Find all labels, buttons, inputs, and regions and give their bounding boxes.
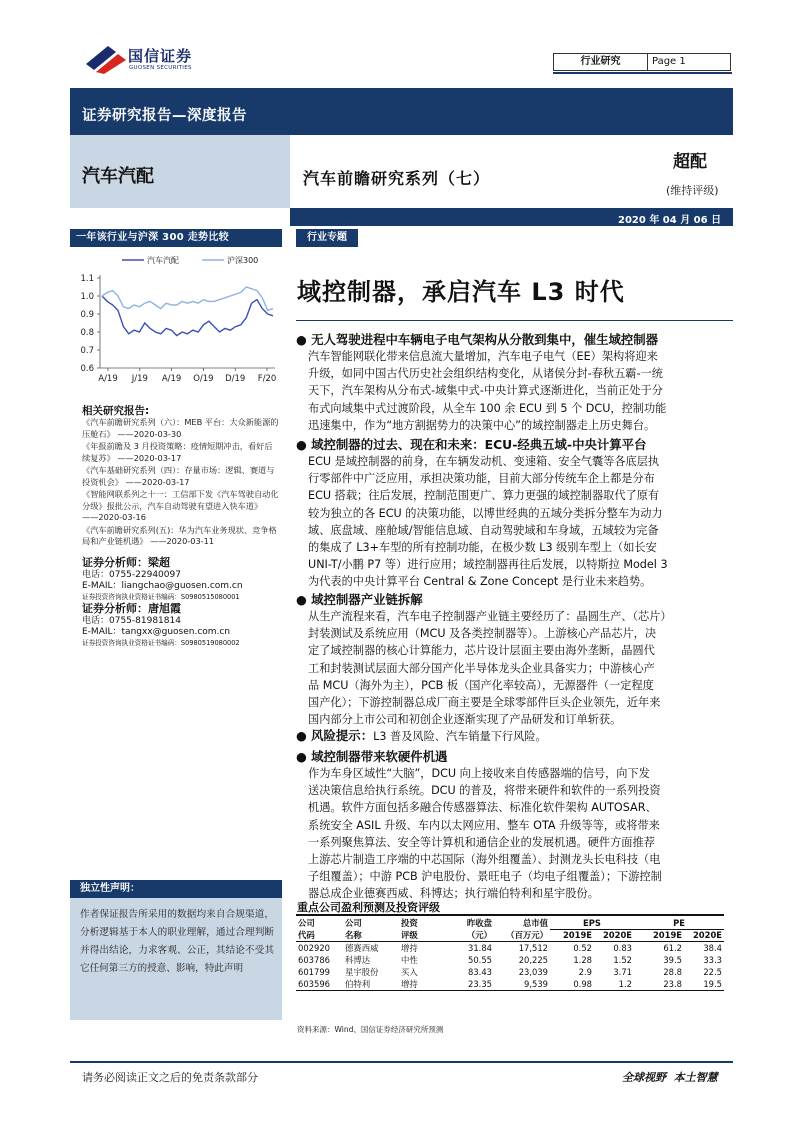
para-line: 从生产流程来看，汽车电子控制器产业链主要经历了：晶圆生产、（芯片） xyxy=(308,610,672,623)
related-title: 相关研究报告: xyxy=(82,405,150,417)
section-risk xyxy=(296,728,736,745)
analyst-name: 证券分析师：唐旭霞 xyxy=(82,602,181,615)
cell-rating: 增持 xyxy=(401,943,418,953)
cell-pe20: 22.5 xyxy=(703,967,722,977)
banner-title: 证券研究报告—深度报告 xyxy=(82,108,247,124)
cell-rating: 增持 xyxy=(401,979,418,989)
related-item[interactable]: 《汽车基础研究系列（四）：存量市场：逻辑、赛道与投资机会》 ——2020-03-17 xyxy=(82,465,275,487)
section-1 xyxy=(296,332,736,434)
logo-name: 国信证券 xyxy=(128,47,193,65)
cell-close: 31.84 xyxy=(468,943,492,953)
cell-eps19: 2.9 xyxy=(578,967,592,977)
th-rating: 投资 xyxy=(401,918,418,928)
page-box xyxy=(647,53,731,71)
series-line-industry xyxy=(102,296,273,336)
risk-text: L3 普及风险、汽车销量下行风险。 xyxy=(373,730,547,743)
y-tick-label: 1.1 xyxy=(80,274,94,284)
para-line: 品 MCU（海外为主），PCB 板（国产化率较高），无源器件（一定程度 xyxy=(308,678,654,692)
th-pe: PE xyxy=(634,917,724,929)
th-cell: 2020E xyxy=(692,930,722,941)
logo xyxy=(86,44,226,76)
bullet-icon: ● xyxy=(296,728,312,743)
th-cell: （百万元） xyxy=(506,930,548,940)
th-cell: （元） xyxy=(466,930,492,940)
para-line: 为代表的中央计算平台 Central & Zone Concept 是行业未来趋势。 xyxy=(308,575,652,589)
cell-pe19: 23.8 xyxy=(663,979,682,989)
trend-chart-svg xyxy=(70,250,282,390)
table-header-row xyxy=(296,929,724,942)
th-close: 昨收盘 xyxy=(466,918,492,928)
footer-rule xyxy=(70,1061,733,1063)
th-cell: 2019E xyxy=(652,930,682,941)
cell-name: 科博达 xyxy=(345,955,371,965)
page-label: Page xyxy=(652,56,677,67)
cell-code: 603786 xyxy=(298,955,330,965)
para-line: 送决策信息给执行系统。DCU 的普及，将带来硬件和软件的一系列投资 xyxy=(308,784,661,798)
para-line: 天下，汽车架构从分布式-域集中式-中央计算式逐渐进化，当前正处于分 xyxy=(308,384,663,398)
para-line: 较为独立的各 ECU 的决策功能，以博世经典的五域分类拆分整车为动力 xyxy=(308,506,663,520)
cell-close: 50.55 xyxy=(468,955,492,965)
bullet-icon: ● xyxy=(296,332,312,347)
bullet-icon: ● xyxy=(296,437,312,452)
para-line: 的集成了 L3+车型的所有控制功能，在极少数 L3 级别车型上（如长安 xyxy=(308,541,657,555)
bullet-icon: ● xyxy=(296,592,312,607)
y-tick-label: 1.0 xyxy=(80,292,94,302)
logo-subtitle: GUOSEN SECURITIES xyxy=(129,65,192,71)
x-tick-label: D/19 xyxy=(225,374,246,384)
legend-label: 沪深300 xyxy=(227,256,259,265)
topic-tag: 行业专题 xyxy=(296,229,358,247)
headline: 域控制器，承启汽车 L3 时代 xyxy=(297,278,625,306)
y-tick-label: 0.6 xyxy=(80,364,94,374)
cell-mktcap: 9,539 xyxy=(524,979,548,989)
y-tick-label: 0.8 xyxy=(80,328,94,338)
table-row xyxy=(296,954,724,966)
trend-chart xyxy=(70,250,282,390)
cell-pe19: 28.8 xyxy=(663,967,682,977)
analyst-tel: 电话：0755-22940097 xyxy=(82,570,181,580)
table-source: 资料来源：Wind、国信证券经济研究所预测 xyxy=(297,1025,444,1034)
table-title: 重点公司盈利预测及投资评级 xyxy=(297,901,440,914)
cell-pe20: 19.5 xyxy=(703,979,722,989)
table-row xyxy=(296,942,724,955)
section-3 xyxy=(296,592,736,728)
bullet-icon: ● xyxy=(296,749,312,764)
cell-mktcap: 23,039 xyxy=(518,967,548,977)
series-line-hs300 xyxy=(102,287,273,310)
cell-mktcap: 20,225 xyxy=(518,955,548,965)
th-company-code: 公司 xyxy=(298,918,315,928)
cell-eps20: 3.71 xyxy=(613,967,632,977)
para-line: 定了域控制器的核心计算能力，芯片设计层面主要由海外垄断，晶圆代 xyxy=(308,644,655,658)
headline-rule xyxy=(296,320,733,321)
para-line: 升级，如同中国古代历史社会组织结构变化，从诸侯分封-春秋五霸-一统 xyxy=(308,367,663,381)
analyst-cert: 证券投资咨询执业资格证书编码：S0980519080002 xyxy=(82,639,240,647)
cell-eps19: 0.52 xyxy=(573,943,592,953)
analyst-email[interactable]: E-MAIL：tangxx@guosen.com.cn xyxy=(82,627,231,637)
section-heading: ● 风险提示：L3 普及风险、汽车销量下行风险。 xyxy=(296,728,547,743)
cell-code: 002920 xyxy=(298,943,330,953)
table-row xyxy=(296,966,724,978)
th-cell: 2019E xyxy=(562,930,592,941)
related-item[interactable]: 《汽车前瞻研究系列(五)：华为汽车业务现状、竞争格局和产业链机遇》 ——2020-03-11 xyxy=(82,524,277,546)
para-line: 国内部分上市公司和初创企业逐渐实现了产品研发和订单斩获。 xyxy=(308,713,622,727)
industry-name: 汽车汽配 xyxy=(82,166,154,187)
cell-eps20: 1.52 xyxy=(613,955,632,965)
x-tick-label: O/19 xyxy=(193,374,214,384)
x-tick-label: F/20 xyxy=(257,374,277,384)
cell-name: 伯特利 xyxy=(345,979,371,989)
section-heading: ● 域控制器产业链拆解 xyxy=(296,592,423,607)
cell-eps20: 0.83 xyxy=(613,943,632,953)
rating: 超配 xyxy=(673,152,707,172)
cell-close: 83.43 xyxy=(468,967,492,977)
para-line: 系统安全 ASIL 升级、车内以太网应用、整车 OTA 升级等等，或将带来 xyxy=(308,818,660,832)
logo-mark-icon xyxy=(86,46,126,74)
related-item[interactable]: 《年报前瞻及 3 月投资策略：疫情短期冲击，看好后续复苏》 ——2020-03-17 xyxy=(82,441,273,463)
cell-name: 星宇股份 xyxy=(345,967,379,977)
table-header-row xyxy=(296,917,724,929)
cell-rating: 中性 xyxy=(401,955,418,965)
cell-pe19: 61.2 xyxy=(663,943,682,953)
rating-note: (维持评级) xyxy=(666,184,719,197)
para-line: UNI-T/小鹏 P7 等）进行应用；域控制器再往后发展，以特斯拉 Model 3 xyxy=(308,558,668,572)
y-tick-label: 0.9 xyxy=(80,310,94,320)
cell-name: 德赛西威 xyxy=(345,943,379,953)
para-line: 行零部件中广泛应用，承担决策功能，目前大部分传统车企上都是分布 xyxy=(308,472,655,486)
analyst-cert: 证券投资咨询执业资格证书编码：S0980515080001 xyxy=(82,593,240,601)
cell-code: 601799 xyxy=(298,967,330,977)
table-top-rule xyxy=(296,914,724,916)
analyst-tel: 电话：0755-81981814 xyxy=(82,616,181,626)
th-eps: EPS xyxy=(550,917,634,929)
th-cell: 代码 xyxy=(298,930,315,940)
para-line: ECU 搭载；往后发展，控制范围更广、算力更强的域控制器取代了原有 xyxy=(308,489,660,503)
cell-mktcap: 17,512 xyxy=(518,943,548,953)
cell-close: 23.35 xyxy=(468,979,492,989)
para-line: 域、底盘域、座舱域/智能信息域、自动驾驶域和车身域，五域较为完备 xyxy=(308,523,659,537)
section-2 xyxy=(296,437,736,591)
analyst-block xyxy=(82,556,287,648)
x-tick-label: A/19 xyxy=(161,374,182,384)
para-line: 上游芯片制造工序端的中芯国际（海外组覆盖）、封测龙头长电科技（电 xyxy=(308,853,661,867)
th-cell: 评级 xyxy=(401,930,418,940)
footer-disclaimer: 请务必阅读正文之后的免责条款部分 xyxy=(82,1071,258,1084)
para-line: 作为车身区域性“大脑”，DCU 向上接收来自传感器端的信号，向下发 xyxy=(308,767,650,780)
analyst-email[interactable]: E-MAIL：liangchao@guosen.com.cn xyxy=(82,581,243,591)
report-date: 2020 年 04 月 06 日 xyxy=(618,215,722,226)
para-line: 封装测试及系统应用（MCU 及各类控制器等）。上游核心产品芯片，决 xyxy=(308,627,657,641)
th-cell: 名称 xyxy=(345,930,362,940)
cell-code: 603596 xyxy=(298,979,330,989)
forecast-table xyxy=(296,917,724,991)
section-heading: ● 无人驾驶进程中车辆电子电气架构从分散到集中，催生域控制器 xyxy=(296,332,659,347)
series-title: 汽车前瞻研究系列（七） xyxy=(303,169,491,188)
cell-pe19: 39.5 xyxy=(663,955,682,965)
th-company-name: 公司 xyxy=(345,918,362,928)
cell-rating: 买入 xyxy=(401,967,418,977)
cell-eps19: 0.98 xyxy=(573,979,592,989)
para-line: 一系列聚焦算法、安全等计算机和通信企业的发展机遇。硬件方面推荐 xyxy=(308,835,655,849)
table-row xyxy=(296,978,724,991)
page-number: 1 xyxy=(679,56,686,67)
th-cell: 2020E xyxy=(602,930,632,941)
related-item[interactable]: 《智能网联系列之十一：工信部下发《汽车驾驶自动化分级》报批公示，汽车自动驾驶有望进入快车道》 ——2020-03-16 xyxy=(82,489,279,522)
cell-pe20: 33.3 xyxy=(703,955,722,965)
footer-slogan: 全球视野 本土智慧 xyxy=(622,1071,718,1084)
analyst-name: 证券分析师：梁超 xyxy=(82,556,170,569)
para-line: ECU 是域控制器的前身，在车辆发动机、变速箱、安全气囊等各底层执 xyxy=(308,455,660,468)
header-rule xyxy=(553,72,732,74)
independence-box xyxy=(70,898,282,1020)
report-type-box: 行业研究 xyxy=(553,53,647,71)
x-tick-label: A/19 xyxy=(98,374,118,384)
section-heading: ● 域控制器带来软硬件机遇 xyxy=(296,749,448,764)
x-tick-label: J/19 xyxy=(131,374,148,384)
section-heading: ● 域控制器的过去、现在和未来：ECU-经典五域-中央计算平台 xyxy=(296,437,647,452)
para-line: 布式向域集中式过渡阶段，从全车 100 余 ECU 到 5 个 DCU，控制功能 xyxy=(308,401,667,415)
independence-text: 作者保证报告所采用的数据均来自合规渠道，分析逻辑基于本人的职业理解，通过合理判断并得出结论，力求客观、公正，其结论不受其它任何第三方的授意、影响，特此声明 xyxy=(80,909,274,974)
y-tick-label: 0.7 xyxy=(80,346,94,356)
para-line: 汽车智能网联化带来信息流大量增加，汽车电子电气（EE）架构将迎来 xyxy=(308,350,658,363)
para-line: 国产化）；下游控制器总成厂商主要是全球零部件巨头企业领先，近年来 xyxy=(308,696,661,710)
cell-eps19: 1.28 xyxy=(573,955,592,965)
section-5 xyxy=(296,749,736,903)
legend-label: 汽车汽配 xyxy=(147,256,179,265)
para-line: 子组覆盖）；中游 PCB 沪电股份、景旺电子（均电子组覆盖）；下游控制 xyxy=(308,870,662,884)
para-line: 工和封装测试层面大部分国产化半导体龙头企业具备实力；中游核心产 xyxy=(308,661,655,675)
chart-title-bar: 一年该行业与沪深 300 走势比较 xyxy=(70,229,282,247)
independence-bar: 独立性声明： xyxy=(70,880,282,898)
para-line: 机遇。软件方面包括多融合传感器算法、标准化软件架构 AUTOSAR、 xyxy=(308,801,657,815)
para-line: 迅速集中，作为“地方割据势力的决策中心”的域控制器走上历史舞台。 xyxy=(308,418,656,432)
cell-eps20: 1.2 xyxy=(618,979,632,989)
related-list xyxy=(82,417,280,548)
th-mktcap: 总市值 xyxy=(522,918,548,928)
related-item[interactable]: 《汽车前瞻研究系列（六）：MEB 平台：大众新能源的压舱石》 ——2020-03-30 xyxy=(82,417,279,439)
para-line: 器总成企业德赛西威、科博达；执行端伯特利和星宇股份。 xyxy=(308,887,599,901)
cell-pe20: 38.4 xyxy=(703,943,722,953)
